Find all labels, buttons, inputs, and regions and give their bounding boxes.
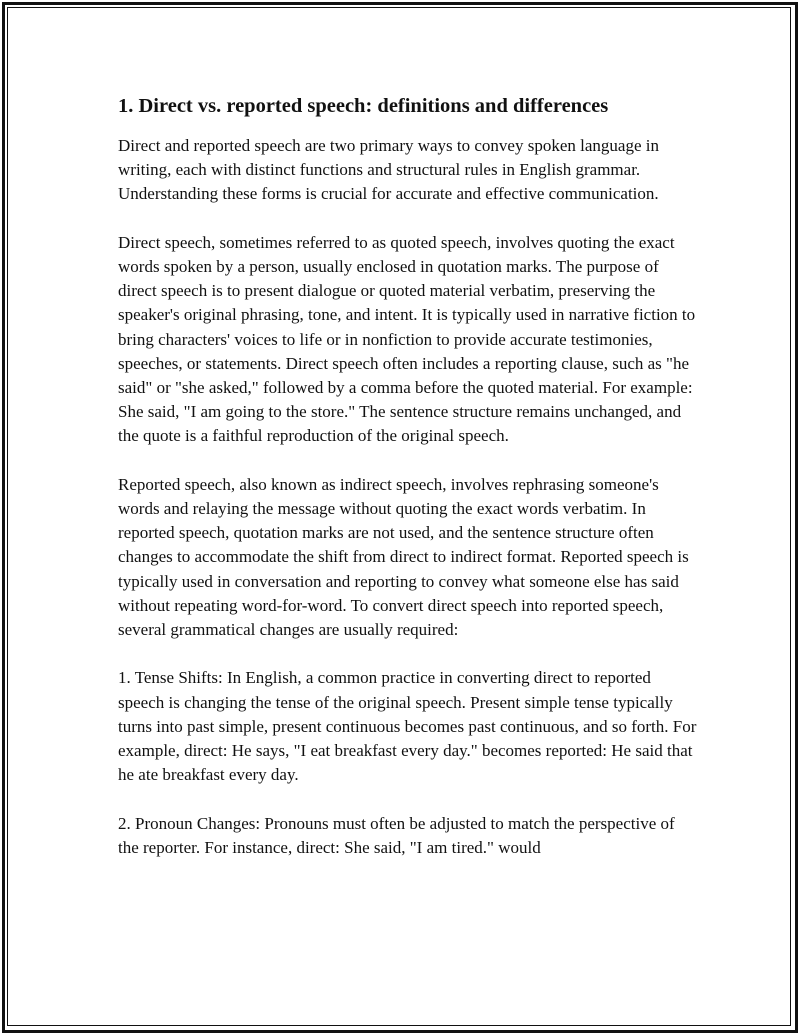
paragraph-tense-shifts: 1. Tense Shifts: In English, a common practice in converting direct to reported speech is changing the tense of the original speech. Present simple tense typically turns into past simple, present continuous becomes past continuous, and so forth. For example, direct: He says, "I eat breakfast every day." becomes reported: He said that he ate breakfast every day.	[118, 668, 697, 785]
paragraph-direct-speech: Direct speech, sometimes referred to as quoted speech, involves quoting the exact words spoken by a person, usually enclosed in quotation marks. The purpose of direct speech is to present dialogue or quoted material verbatim, preserving the speaker's original phrasing, tone, and intent. It is typically used in narrative fiction to bring characters' voices to life or in nonfiction to provide accurate testimonies, speeches, or statements. Direct speech often includes a reporting clause, such as "he said" or "she asked," followed by a comma before the quoted material. For example: She said, "I am going to the store." The sentence structure remains unchanged, and the quote is a faithful reproduction of the original speech.	[118, 232, 696, 446]
paragraph-pronoun-changes: 2. Pronoun Changes: Pronouns must often be adjusted to match the perspective of the reporter. For instance, direct: She said, "I am tired." would	[118, 813, 675, 857]
document-body	[118, 92, 698, 884]
section-heading: 1. Direct vs. reported speech: definitions and differences	[118, 95, 609, 117]
paragraph-reported-speech: Reported speech, also known as indirect speech, involves rephrasing someone's words and relaying the message without quoting the exact words verbatim. In reported speech, quotation marks are not used, and the sentence structure often changes to accommodate the shift from direct to indirect format. Reported speech is typically used in conversation and reporting to convey what someone else has said without repeating word-for-word. To convert direct speech into reported speech, several grammatical changes are usually required:	[118, 474, 689, 640]
paragraph-intro: Direct and reported speech are two primary ways to convey spoken language in writing, each with distinct functions and structural rules in English grammar. Understanding these forms is crucial for accurate and effective communication.	[118, 136, 659, 204]
